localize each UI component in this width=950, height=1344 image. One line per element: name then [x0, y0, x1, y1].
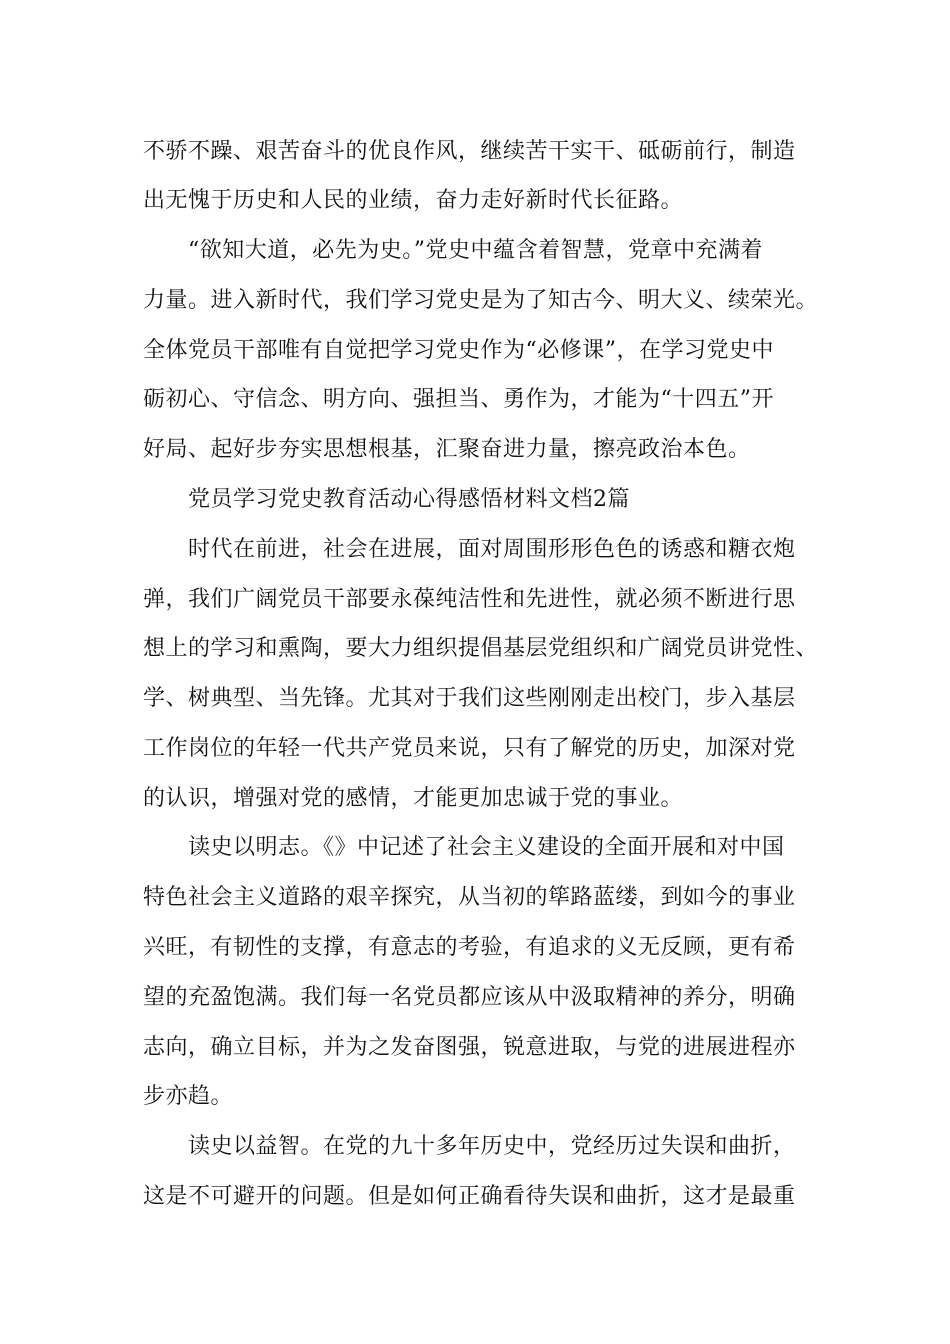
paragraph-first-line: 时代在前进，社会在进展，面对周围形形色色的诱惑和糖衣炮 [188, 537, 796, 562]
text-line: 砺初心、守信念、明方向、强担当、勇作为，才能为“十四五”开 [143, 387, 774, 412]
text-line: 学、树典型、当先锋。尤其对于我们这些刚刚走出校门，步入基层 [143, 686, 796, 711]
text-line: 力量。进入新时代，我们学习党史是为了知古今、明大义、续荣光。 [143, 288, 819, 313]
text-line: 的认识，增强对党的感情，才能更加忠诚于党的事业。 [143, 786, 684, 811]
text-line: 全体党员干部唯有自觉把学习党史作为“必修课”，在学习党史中 [143, 338, 774, 363]
text-line: 兴旺，有韧性的支撑，有意志的考验，有追求的义无反顾，更有希 [143, 935, 796, 960]
paragraph-first-line: 读史以明志。《》中记述了社会主义建设的全面开展和对中国 [188, 835, 785, 860]
text-line: 特色社会主义道路的艰辛探究，从当初的筚路蓝缕，到如今的事业 [143, 885, 796, 910]
text-line: 弹，我们广阔党员干部要永葆纯洁性和先进性，就必须不断进行思 [143, 587, 796, 612]
text-line: 步亦趋。 [143, 1084, 234, 1109]
text-line: 这是不可避开的问题。但是如何正确看待失误和曲折，这才是最重 [143, 1184, 796, 1209]
section-heading: 党员学习党史教育活动心得感悟材料文档2篇 [188, 487, 630, 512]
text-line: 望的充盈饱满。我们每一名党员都应该从中汲取精神的养分，明确 [143, 985, 796, 1010]
paragraph-first-line: 读史以益智。在党的九十多年历史中，党经历过失误和曲折， [188, 1134, 796, 1159]
text-line: 志向，确立目标，并为之发奋图强，锐意进取，与党的进展进程亦 [143, 1035, 796, 1060]
text-line: 好局、起好步夯实思想根基，汇聚奋进力量，擦亮政治本色。 [143, 437, 751, 462]
text-line: 工作岗位的年轻一代共产党员来说，只有了解党的历史，加深对党 [143, 736, 796, 761]
text-line: 不骄不躁、艰苦奋斗的优良作风，继续苦干实干、砥砺前行，制造 [143, 139, 796, 164]
text-line: 出无愧于历史和人民的业绩，奋力走好新时代长征路。 [143, 188, 684, 213]
paragraph-first-line: “欲知大道，必先为史。”党史中蕴含着智慧，党章中充满着 [188, 238, 763, 263]
text-line: 想上的学习和熏陶，要大力组织提倡基层党组织和广阔党员讲党性、 [143, 636, 819, 661]
